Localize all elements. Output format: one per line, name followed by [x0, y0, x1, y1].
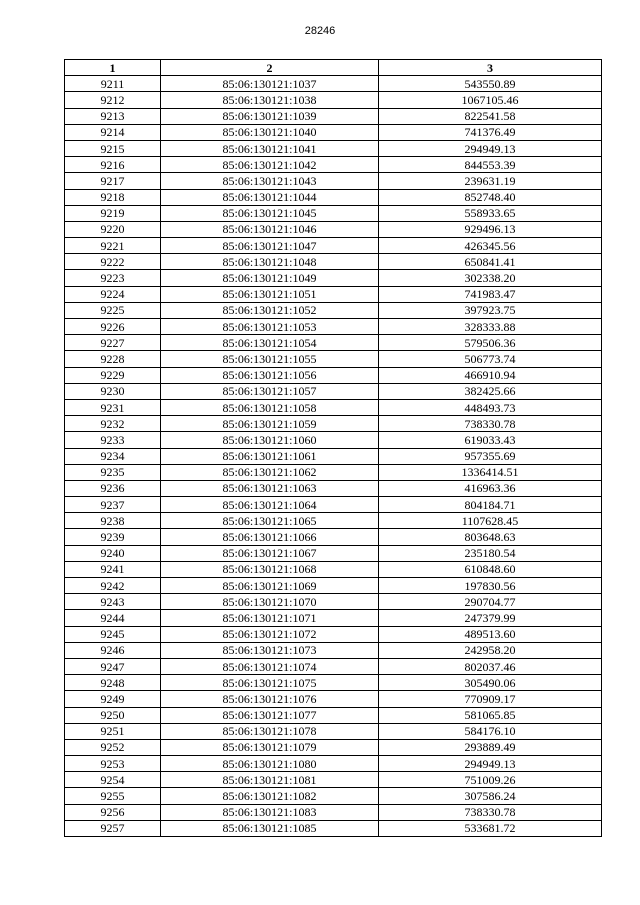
- row-number-cell: 9255: [65, 788, 161, 804]
- cadastral-number-cell: 85:06:130121:1077: [161, 707, 379, 723]
- cadastral-number-cell: 85:06:130121:1072: [161, 626, 379, 642]
- cadastral-number-cell: 85:06:130121:1066: [161, 529, 379, 545]
- value-cell: 738330.78: [379, 416, 602, 432]
- table-row: [65, 707, 602, 723]
- cadastral-number-cell: 85:06:130121:1080: [161, 756, 379, 772]
- row-number-cell: 9233: [65, 432, 161, 448]
- row-number-cell: 9254: [65, 772, 161, 788]
- table-row: [65, 270, 602, 286]
- cadastral-number-cell: 85:06:130121:1049: [161, 270, 379, 286]
- row-number-cell: 9214: [65, 124, 161, 140]
- value-cell: 579506.36: [379, 335, 602, 351]
- cadastral-number-cell: 85:06:130121:1042: [161, 157, 379, 173]
- table-row: [65, 594, 602, 610]
- value-cell: 293889.49: [379, 739, 602, 755]
- row-number-cell: 9243: [65, 594, 161, 610]
- header-row: [65, 60, 602, 76]
- value-cell: 506773.74: [379, 351, 602, 367]
- table-row: [65, 756, 602, 772]
- table-row: [65, 480, 602, 496]
- cadastral-number-cell: 85:06:130121:1052: [161, 302, 379, 318]
- cadastral-number-cell: 85:06:130121:1067: [161, 545, 379, 561]
- value-cell: 581065.85: [379, 707, 602, 723]
- value-cell: 610848.60: [379, 561, 602, 577]
- value-cell: 802037.46: [379, 658, 602, 674]
- row-number-cell: 9235: [65, 464, 161, 480]
- table-row: [65, 642, 602, 658]
- value-cell: 294949.13: [379, 756, 602, 772]
- value-cell: 804184.71: [379, 497, 602, 513]
- table-row: [65, 254, 602, 270]
- row-number-cell: 9240: [65, 545, 161, 561]
- cadastral-number-cell: 85:06:130121:1038: [161, 92, 379, 108]
- table-row: [65, 464, 602, 480]
- table-row: [65, 416, 602, 432]
- cadastral-number-cell: 85:06:130121:1065: [161, 513, 379, 529]
- row-number-cell: 9250: [65, 707, 161, 723]
- row-number-cell: 9241: [65, 561, 161, 577]
- table-row: [65, 658, 602, 674]
- cadastral-number-cell: 85:06:130121:1039: [161, 108, 379, 124]
- column-header-1: 1: [65, 60, 161, 76]
- cadastral-number-cell: 85:06:130121:1068: [161, 561, 379, 577]
- table-row: [65, 675, 602, 691]
- row-number-cell: 9252: [65, 739, 161, 755]
- row-number-cell: 9223: [65, 270, 161, 286]
- table-row: [65, 578, 602, 594]
- row-number-cell: 9215: [65, 140, 161, 156]
- table-row: [65, 691, 602, 707]
- row-number-cell: 9234: [65, 448, 161, 464]
- cadastral-number-cell: 85:06:130121:1048: [161, 254, 379, 270]
- row-number-cell: 9221: [65, 238, 161, 254]
- value-cell: 1107628.45: [379, 513, 602, 529]
- table-row: [65, 335, 602, 351]
- cadastral-number-cell: 85:06:130121:1051: [161, 286, 379, 302]
- table-row: [65, 351, 602, 367]
- value-cell: 650841.41: [379, 254, 602, 270]
- table-header: [65, 60, 602, 76]
- cadastral-number-cell: 85:06:130121:1079: [161, 739, 379, 755]
- row-number-cell: 9219: [65, 205, 161, 221]
- table-row: [65, 739, 602, 755]
- row-number-cell: 9229: [65, 367, 161, 383]
- table-row: [65, 76, 602, 92]
- table-row: [65, 319, 602, 335]
- row-number-cell: 9256: [65, 804, 161, 820]
- column-header-2: 2: [161, 60, 379, 76]
- table-row: [65, 788, 602, 804]
- cadastral-number-cell: 85:06:130121:1075: [161, 675, 379, 691]
- cadastral-number-cell: 85:06:130121:1056: [161, 367, 379, 383]
- value-cell: 1336414.51: [379, 464, 602, 480]
- value-cell: 294949.13: [379, 140, 602, 156]
- value-cell: 242958.20: [379, 642, 602, 658]
- cadastral-number-cell: 85:06:130121:1082: [161, 788, 379, 804]
- table-row: [65, 497, 602, 513]
- row-number-cell: 9211: [65, 76, 161, 92]
- table-row: [65, 561, 602, 577]
- row-number-cell: 9236: [65, 480, 161, 496]
- cadastral-number-cell: 85:06:130121:1046: [161, 221, 379, 237]
- row-number-cell: 9216: [65, 157, 161, 173]
- table-row: [65, 367, 602, 383]
- row-number-cell: 9225: [65, 302, 161, 318]
- row-number-cell: 9257: [65, 820, 161, 836]
- row-number-cell: 9222: [65, 254, 161, 270]
- table-row: [65, 610, 602, 626]
- value-cell: 235180.54: [379, 545, 602, 561]
- row-number-cell: 9226: [65, 319, 161, 335]
- row-number-cell: 9212: [65, 92, 161, 108]
- cadastral-number-cell: 85:06:130121:1060: [161, 432, 379, 448]
- row-number-cell: 9239: [65, 529, 161, 545]
- table-row: [65, 286, 602, 302]
- cadastral-number-cell: 85:06:130121:1069: [161, 578, 379, 594]
- row-number-cell: 9248: [65, 675, 161, 691]
- table-row: [65, 124, 602, 140]
- value-cell: 197830.56: [379, 578, 602, 594]
- row-number-cell: 9232: [65, 416, 161, 432]
- row-number-cell: 9245: [65, 626, 161, 642]
- table-row: [65, 448, 602, 464]
- table-row: [65, 545, 602, 561]
- value-cell: 382425.66: [379, 383, 602, 399]
- row-number-cell: 9238: [65, 513, 161, 529]
- value-cell: 448493.73: [379, 399, 602, 415]
- table-row: [65, 108, 602, 124]
- row-number-cell: 9247: [65, 658, 161, 674]
- value-cell: 1067105.46: [379, 92, 602, 108]
- cadastral-number-cell: 85:06:130121:1041: [161, 140, 379, 156]
- cadastral-number-cell: 85:06:130121:1085: [161, 820, 379, 836]
- cadastral-number-cell: 85:06:130121:1071: [161, 610, 379, 626]
- value-cell: 416963.36: [379, 480, 602, 496]
- row-number-cell: 9249: [65, 691, 161, 707]
- cadastral-number-cell: 85:06:130121:1081: [161, 772, 379, 788]
- row-number-cell: 9217: [65, 173, 161, 189]
- value-cell: 466910.94: [379, 367, 602, 383]
- value-cell: 738330.78: [379, 804, 602, 820]
- table-row: [65, 189, 602, 205]
- cadastral-number-cell: 85:06:130121:1061: [161, 448, 379, 464]
- table-row: [65, 383, 602, 399]
- value-cell: 822541.58: [379, 108, 602, 124]
- table-body: [65, 76, 602, 837]
- value-cell: 533681.72: [379, 820, 602, 836]
- value-cell: 844553.39: [379, 157, 602, 173]
- cadastral-number-cell: 85:06:130121:1070: [161, 594, 379, 610]
- cadastral-number-cell: 85:06:130121:1058: [161, 399, 379, 415]
- cadastral-number-cell: 85:06:130121:1040: [161, 124, 379, 140]
- value-cell: 397923.75: [379, 302, 602, 318]
- value-cell: 929496.13: [379, 221, 602, 237]
- table-row: [65, 140, 602, 156]
- table-row: [65, 157, 602, 173]
- cadastral-number-cell: 85:06:130121:1045: [161, 205, 379, 221]
- table-row: [65, 820, 602, 836]
- row-number-cell: 9230: [65, 383, 161, 399]
- cadastral-number-cell: 85:06:130121:1047: [161, 238, 379, 254]
- table-row: [65, 804, 602, 820]
- value-cell: 328333.88: [379, 319, 602, 335]
- cadastral-number-cell: 85:06:130121:1037: [161, 76, 379, 92]
- table-row: [65, 238, 602, 254]
- value-cell: 489513.60: [379, 626, 602, 642]
- cadastral-number-cell: 85:06:130121:1083: [161, 804, 379, 820]
- value-cell: 305490.06: [379, 675, 602, 691]
- cadastral-number-cell: 85:06:130121:1073: [161, 642, 379, 658]
- value-cell: 852748.40: [379, 189, 602, 205]
- value-cell: 741983.47: [379, 286, 602, 302]
- value-cell: 584176.10: [379, 723, 602, 739]
- row-number-cell: 9220: [65, 221, 161, 237]
- value-cell: 307586.24: [379, 788, 602, 804]
- row-number-cell: 9242: [65, 578, 161, 594]
- value-cell: 558933.65: [379, 205, 602, 221]
- row-number-cell: 9224: [65, 286, 161, 302]
- value-cell: 426345.56: [379, 238, 602, 254]
- row-number-cell: 9253: [65, 756, 161, 772]
- cadastral-number-cell: 85:06:130121:1054: [161, 335, 379, 351]
- row-number-cell: 9228: [65, 351, 161, 367]
- table-row: [65, 626, 602, 642]
- value-cell: 302338.20: [379, 270, 602, 286]
- cadastral-number-cell: 85:06:130121:1062: [161, 464, 379, 480]
- row-number-cell: 9231: [65, 399, 161, 415]
- cadastral-number-cell: 85:06:130121:1076: [161, 691, 379, 707]
- registry-table: [64, 59, 602, 837]
- row-number-cell: 9227: [65, 335, 161, 351]
- cadastral-number-cell: 85:06:130121:1059: [161, 416, 379, 432]
- value-cell: 741376.49: [379, 124, 602, 140]
- table-row: [65, 399, 602, 415]
- value-cell: 247379.99: [379, 610, 602, 626]
- value-cell: 770909.17: [379, 691, 602, 707]
- row-number-cell: 9213: [65, 108, 161, 124]
- table-row: [65, 772, 602, 788]
- cadastral-number-cell: 85:06:130121:1055: [161, 351, 379, 367]
- cadastral-number-cell: 85:06:130121:1078: [161, 723, 379, 739]
- row-number-cell: 9237: [65, 497, 161, 513]
- cadastral-number-cell: 85:06:130121:1053: [161, 319, 379, 335]
- cadastral-number-cell: 85:06:130121:1044: [161, 189, 379, 205]
- cadastral-number-cell: 85:06:130121:1064: [161, 497, 379, 513]
- table-row: [65, 173, 602, 189]
- table-row: [65, 513, 602, 529]
- value-cell: 751009.26: [379, 772, 602, 788]
- column-header-3: 3: [379, 60, 602, 76]
- value-cell: 803648.63: [379, 529, 602, 545]
- value-cell: 543550.89: [379, 76, 602, 92]
- cadastral-number-cell: 85:06:130121:1074: [161, 658, 379, 674]
- cadastral-number-cell: 85:06:130121:1063: [161, 480, 379, 496]
- value-cell: 290704.77: [379, 594, 602, 610]
- cadastral-number-cell: 85:06:130121:1043: [161, 173, 379, 189]
- row-number-cell: 9218: [65, 189, 161, 205]
- value-cell: 239631.19: [379, 173, 602, 189]
- table-row: [65, 723, 602, 739]
- cadastral-number-cell: 85:06:130121:1057: [161, 383, 379, 399]
- value-cell: 957355.69: [379, 448, 602, 464]
- row-number-cell: 9251: [65, 723, 161, 739]
- table-row: [65, 302, 602, 318]
- table-row: [65, 432, 602, 448]
- table-row: [65, 92, 602, 108]
- row-number-cell: 9246: [65, 642, 161, 658]
- row-number-cell: 9244: [65, 610, 161, 626]
- page-number: 28246: [304, 25, 336, 37]
- table-row: [65, 529, 602, 545]
- table-row: [65, 205, 602, 221]
- value-cell: 619033.43: [379, 432, 602, 448]
- table-row: [65, 221, 602, 237]
